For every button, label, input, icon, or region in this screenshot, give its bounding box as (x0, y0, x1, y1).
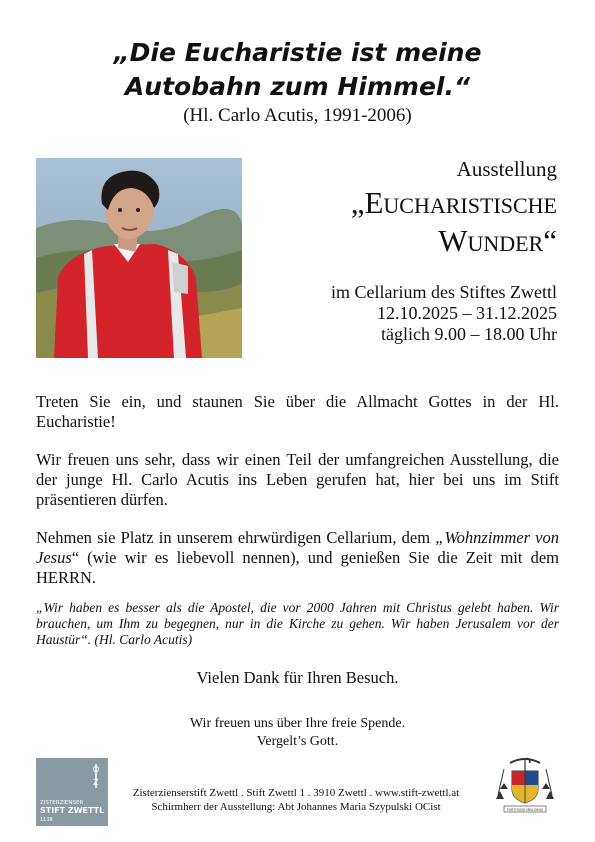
quote-author: (Hl. Carlo Acutis, 1991-2006) (183, 105, 412, 126)
quote-line-2: Autobahn zum Himmel.“ (124, 72, 471, 101)
intro-paragraph: Treten Sie ein, und staunen Sie über die Allmacht Gottes in der Hl. Eucharistie! (36, 392, 559, 431)
quote-line-1: „Die Eucharistie ist meine (113, 38, 482, 67)
logo-small-text: ZISTERZIENSER (40, 800, 84, 806)
cellarium-text-1: Nehmen sie Platz in unserem ehrwürdigen Cellarium, dem (36, 528, 436, 547)
exhibition-paragraph: Wir freuen uns sehr, dass wir einen Teil der umfangreichen Ausstellung, die der junge Hl. Carlo Acutis ins Leben gerufen hat, hier bei uns im Stift präsentieren dürfen. (36, 450, 559, 509)
exhibition-info (331, 282, 557, 345)
logo-main-text: STIFT ZWETTL (40, 806, 105, 815)
cellarium-italic: „Wohnzimmer von Jesus (36, 528, 560, 567)
thanks-line: Vielen Dank für Ihren Besuch. (196, 668, 399, 687)
exhibition-label: Ausstellung (456, 157, 557, 181)
cellarium-text-2: “ (wie wir es liebevoll nennen), und genießen Sie die Zeit mit dem HERRN. (36, 548, 559, 587)
footer-address: Zisterzienserstift Zwettl . Stift Zwettl 1 . 3910 Zwettl . www.stift-zwettl.at (132, 787, 460, 799)
exhibition-title-line-2: Wunder“ (438, 223, 557, 258)
stift-zwettl-logo (36, 758, 108, 826)
svg-text:Z: Z (93, 778, 99, 787)
exhibition-hours: täglich 9.00 – 18.00 Uhr (381, 324, 557, 344)
footer (116, 786, 476, 814)
quote-heading (0, 36, 595, 104)
exhibition-dates: 12.10.2025 – 31.12.2025 (377, 303, 557, 323)
donation-line: Wir freuen uns über Ihre freie Spende. (189, 716, 406, 731)
crest-motto: FORTITUDO MEA DEUS (506, 807, 544, 812)
footer-patron: Schirmherr der Ausstellung: Abt Johannes Maria Szypulski OCist (151, 801, 441, 813)
carlo-quote: „Wir haben es besser als die Apostel, die vor 2000 Jahren mit Christus gelebt haben. Wir brauchen, um Ihm zu begegnen, nur in die Kirche zu gehen. Wir haben Jerusalem vor der Haustür“. (Hl. Carlo Acutis) (36, 600, 559, 647)
cellarium-paragraph (36, 528, 559, 588)
abbot-coat-of-arms (490, 755, 560, 815)
logo-year-text: 1138 (40, 817, 53, 823)
exhibition-location: im Cellarium des Stiftes Zwettl (331, 282, 557, 302)
exhibition-title-line-1: „Eucharistische (350, 185, 557, 220)
blessing-line: Vergelt’s Gott. (256, 734, 339, 749)
portrait-photo (36, 158, 242, 358)
